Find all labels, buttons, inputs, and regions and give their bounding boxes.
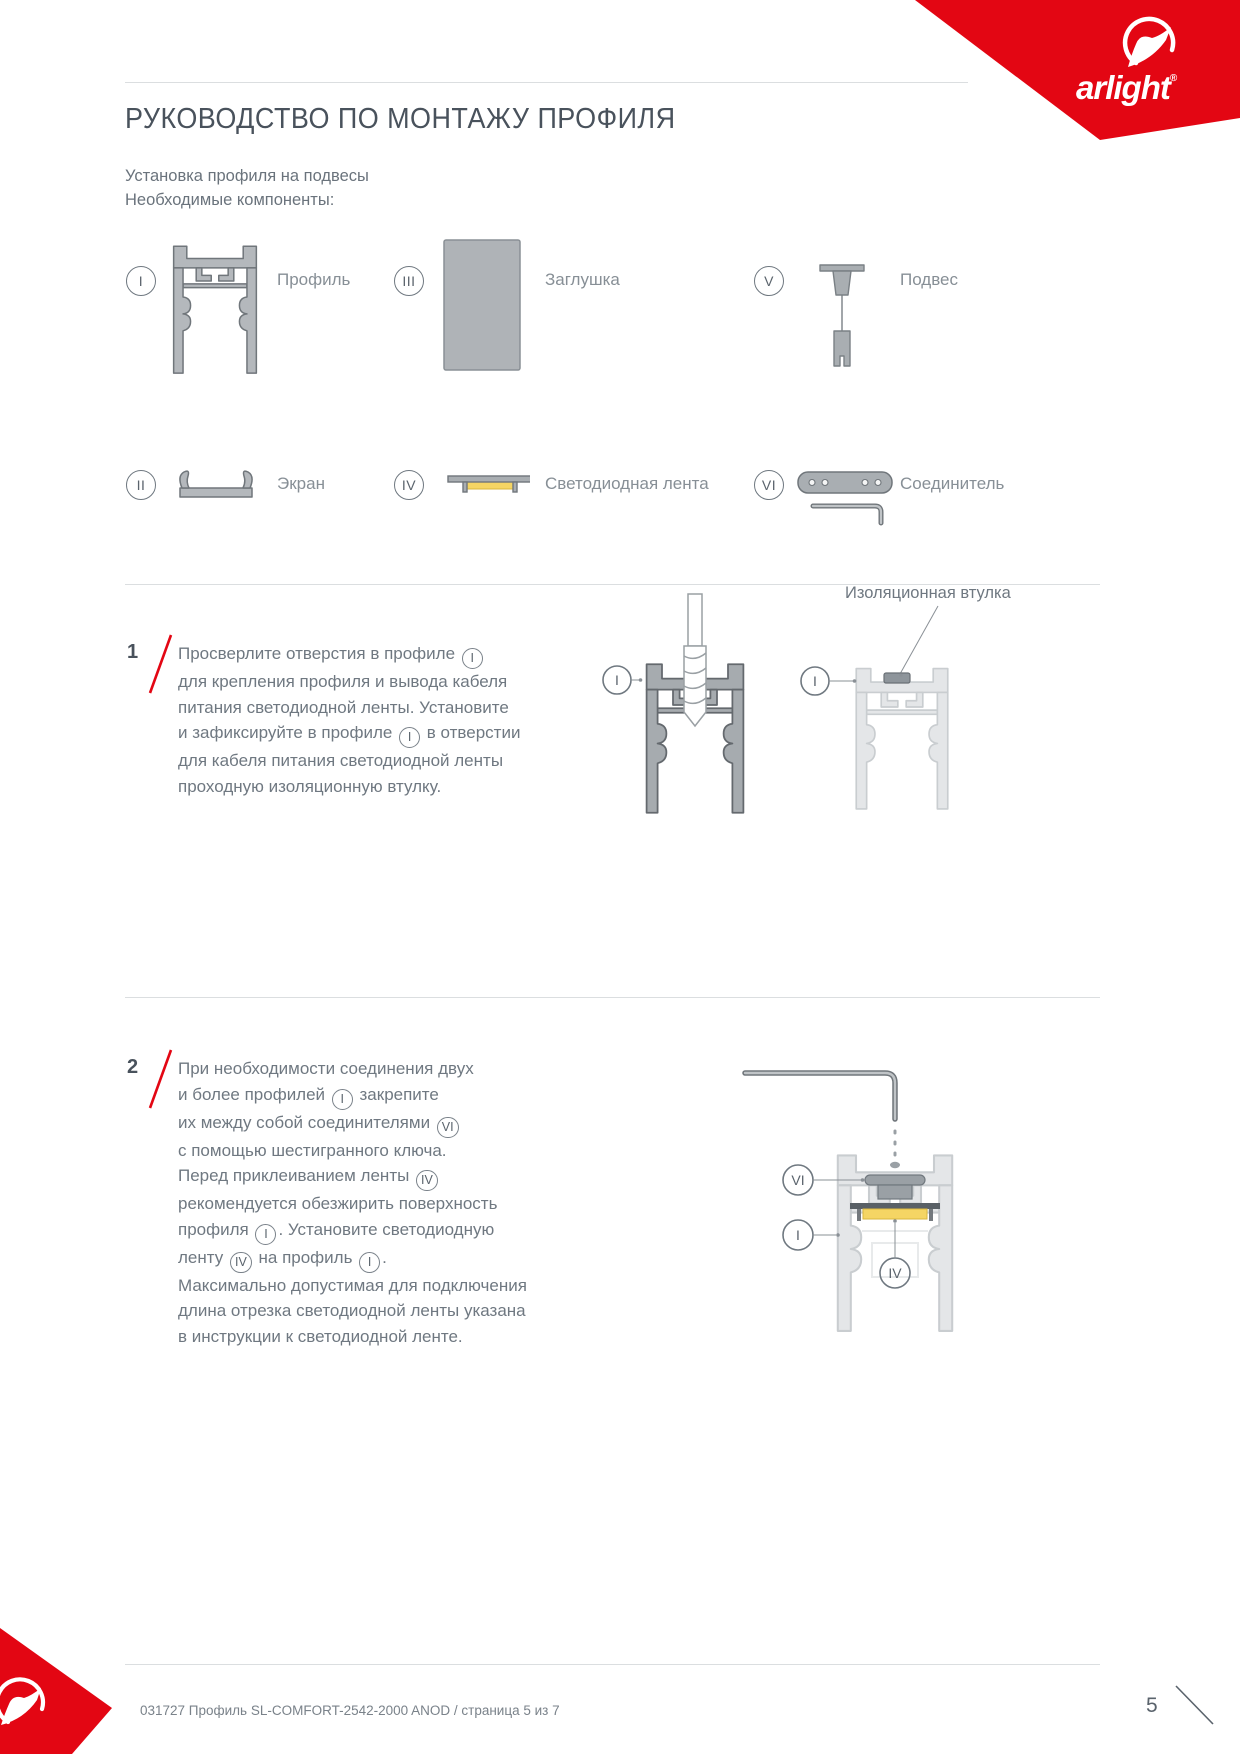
footer-divider	[125, 1664, 1100, 1665]
suspension-icon	[812, 262, 872, 378]
circled-numeral: I	[462, 648, 483, 669]
brand-logo-text: arlight®	[1076, 69, 1178, 106]
step-2-text	[178, 1056, 527, 1349]
section-divider	[125, 997, 1100, 998]
step-text-line	[178, 1082, 527, 1110]
mounting-plate	[850, 1203, 940, 1209]
circled-numeral: VI	[437, 1117, 459, 1138]
step-text-line	[178, 748, 520, 774]
step-text-line	[178, 720, 520, 748]
end-cap-icon	[443, 239, 521, 371]
text-segment: проходную изоляционную втулку.	[178, 776, 442, 796]
text-segment: . Установите светодиодную	[278, 1219, 495, 1239]
step-text-line	[178, 695, 520, 721]
step-text-line	[178, 1273, 527, 1299]
text-segment: и зафиксируйте в профиле	[178, 723, 398, 742]
text-segment: .	[382, 1247, 387, 1267]
bushing-callout-label: Изоляционная втулка	[845, 584, 1011, 602]
insulating-bushing	[884, 673, 910, 683]
component-label: Профиль	[277, 270, 351, 289]
text-segment: для кабеля питания светодиодной ленты	[178, 751, 504, 770]
step-text-line	[178, 1298, 527, 1324]
circled-numeral: IV	[416, 1170, 438, 1191]
led-strip	[863, 1209, 927, 1219]
step-text-line	[178, 1163, 527, 1191]
text-segment: Просверлите отверстия в профиле	[178, 644, 460, 663]
top-right-corner-ribbon	[0, 0, 1240, 160]
diffuser-screen-icon	[172, 464, 260, 502]
step-1-text	[178, 641, 520, 799]
svg-text:I: I	[615, 672, 619, 688]
marker-profile	[783, 1220, 840, 1250]
text-segment: их между собой соединителями	[178, 1112, 435, 1132]
circled-numeral: I	[359, 1252, 380, 1273]
step-text-line	[178, 1324, 527, 1350]
step-text-line	[178, 1056, 527, 1082]
component-label: Подвес	[900, 270, 959, 289]
profile-cross-section-icon	[168, 234, 262, 375]
page-number-slash	[1172, 1682, 1218, 1730]
text-segment: профиля	[178, 1219, 254, 1239]
bottom-left-corner-ribbon	[0, 1628, 140, 1754]
component-numeral-5: V	[754, 266, 784, 296]
registered-mark: ®	[1169, 73, 1178, 84]
step-number: 2	[127, 1056, 139, 1078]
plate-leg	[929, 1209, 933, 1221]
component-numeral-6: VI	[754, 470, 784, 500]
svg-text:I: I	[813, 673, 817, 689]
led-strip-icon	[440, 470, 530, 498]
component-label: Светодиодная лента	[545, 474, 709, 493]
subtitle: Установка профиля на подвесы	[125, 167, 369, 185]
step-text-line	[178, 1110, 527, 1138]
connector-icon	[795, 466, 895, 526]
component-numeral-3: III	[394, 266, 424, 296]
svg-text:VI: VI	[791, 1172, 805, 1188]
component-label: Заглушка	[545, 270, 620, 289]
svg-text:I: I	[796, 1227, 800, 1243]
text-segment: Перед приклеиванием ленты	[178, 1166, 415, 1185]
component-numeral-1: I	[126, 266, 156, 296]
set-screw	[890, 1162, 900, 1168]
red-slash-icon	[146, 1047, 174, 1111]
text-segment: с помощью шестигранного ключа.	[178, 1140, 447, 1160]
text-segment: ленту	[178, 1247, 228, 1267]
step-text-line	[178, 641, 520, 669]
page-title: РУКОВОДСТВО ПО МОНТАЖУ ПРОФИЛЯ	[125, 103, 676, 135]
header-divider	[125, 82, 968, 83]
text-segment: длина отрезка светодиодной ленты указана	[178, 1301, 526, 1320]
footer-doc-info: 031727 Профиль SL-COMFORT-2542-2000 ANOD / страница 5 из 7	[140, 1703, 560, 1718]
circled-numeral: I	[332, 1089, 353, 1110]
step-text-line	[178, 1217, 527, 1245]
red-slash-icon	[146, 632, 174, 696]
step-2-assembly-diagram	[690, 1005, 980, 1337]
text-segment: закрепите	[354, 1084, 439, 1104]
step-text-line	[178, 1191, 527, 1217]
hex-key-icon	[745, 1073, 895, 1119]
hex-key-icon	[813, 506, 881, 523]
step-text-line	[178, 1138, 527, 1164]
component-label: Соединитель	[900, 474, 1005, 493]
component-numeral-4: IV	[394, 470, 424, 500]
text-segment: в отверстии	[422, 723, 521, 742]
text-segment: в инструкции к светодиодной ленте.	[178, 1326, 463, 1346]
components-heading: Необходимые компоненты:	[125, 191, 335, 209]
circled-numeral: I	[255, 1224, 276, 1245]
text-segment: При необходимости соединения двух	[178, 1059, 474, 1078]
plate-leg	[857, 1209, 861, 1221]
svg-text:IV: IV	[888, 1265, 902, 1281]
text-segment: рекомендуется обезжирить поверхность	[178, 1194, 498, 1213]
step-text-line	[178, 774, 520, 800]
step-1-drill-diagram	[595, 592, 805, 824]
step-number: 1	[127, 641, 139, 663]
text-segment: Максимально допустимая для подключения	[178, 1275, 527, 1295]
drill-bit-icon	[684, 594, 706, 726]
step-text-line	[178, 1245, 527, 1273]
text-segment: и более профилей	[178, 1084, 330, 1104]
step-text-line	[178, 669, 520, 695]
component-numeral-2: II	[126, 470, 156, 500]
step-1-bushing-diagram	[790, 604, 1030, 824]
text-segment: на профиль	[253, 1247, 358, 1267]
text-segment: питания светодиодной ленты. Установите	[178, 697, 509, 717]
page-number: 5	[1146, 1694, 1158, 1717]
marker-profile	[603, 666, 642, 694]
circled-numeral: I	[399, 727, 420, 748]
text-segment: для крепления профиля и вывода кабеля	[178, 672, 508, 691]
marker-profile	[801, 667, 856, 695]
component-label: Экран	[277, 474, 325, 493]
circled-numeral: IV	[230, 1252, 252, 1273]
